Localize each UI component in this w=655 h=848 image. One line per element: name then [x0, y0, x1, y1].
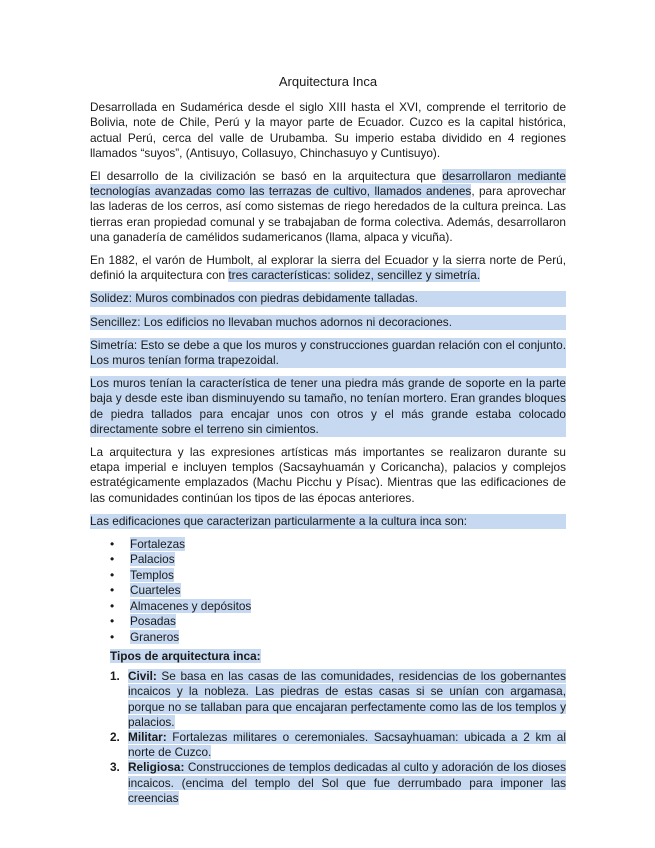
bullet-icon: • [110, 567, 115, 582]
paragraph-humboldt-text: En 1882, el varón de Humbolt, al explorar la sierra del Ecuador y la sierra norte de Perú, definió la arquitectura con [90, 253, 566, 283]
paragraph-intro: Desarrollada en Sudamérica desde el siglo XIII hasta el XVI, comprende el territorio de Bolivia, note de Chile, Perú y la mayor parte de Ecuador. Cuzco es la capital histórica, actual Perú, cerca del valle de Urubamba. Su imperio estaba dividido en 4 regiones llamados “suyos”, (Antisuyo, Collasuyo, Chinchasuyo y Cuntisuyo). [90, 100, 566, 160]
list-number: 2. [110, 729, 120, 744]
paragraph-simetria: Simetría: Esto se debe a que los muros y construcciones guardan relación con el conjunto. Los muros tenían forma trapezoidal. [90, 337, 566, 368]
bullet-icon: • [110, 583, 115, 598]
paragraph-muros: Los muros tenían la característica de tener una piedra más grande de soporte en la parte baja y desde este iban disminuyendo su tamaño, no tenían mortero. Eran grandes bloques de piedra tallados para encajar unos con otros y el más grande estaba colocado directamente sobre el terreno sin cimientos. [90, 376, 566, 436]
paragraph-imperial: La arquitectura y las expresiones artísticas más importantes se realizaron durante su etapa imperial e incluyen templos (Sacsayhuamán y Coricancha), palacios y complejos estratégicamente emplazados (Machu Picchu y Písac). Mientras que las edificaciones de las comunidades continúan los tipos de las épocas anteriores. [90, 445, 566, 505]
bullet-icon: • [110, 537, 115, 552]
types-heading: Tipos de arquitectura inca: [110, 648, 261, 663]
list-item: • Palacios [110, 552, 175, 567]
highlight-characteristics: tres características: solidez, sencillez y simetría. [228, 268, 481, 283]
bullet-icon: • [110, 552, 115, 567]
bullet-icon: • [110, 629, 115, 644]
list-item-militar: 2. Militar: Fortalezas militares o ceremoniales. Sacsayhuaman: ubicada a 2 km al norte de Cuzco. [110, 729, 566, 760]
paragraph-humboldt [90, 253, 566, 283]
paragraph-civilization [90, 169, 566, 245]
document-title: Arquitectura Inca [278, 74, 378, 89]
list-item-religiosa: 3. Religiosa: Construcciones de templos dedicadas al culto y adoración de los dioses incaicos. (encima del templo del Sol que fue derrumbado para imponer las creencias [110, 760, 566, 805]
types-list [90, 669, 566, 806]
paragraph-civilization-text-b: , para aprovechar las laderas de los cerros, así como sistemas de riego heredados de la cultura preinca. Las tierras eran propiedad comunal y se trabajaban de forma colectiva. Además, desarrollaron una ganadería de camélidos sudamericanos (llama, alpaca y vicuña). [90, 184, 566, 244]
paragraph-solidez: Solidez: Muros combinados con piedras debidamente talladas. [90, 291, 566, 306]
term-militar: Militar: [128, 729, 167, 744]
paragraph-sencillez: Sencillez: Los edificios no llevaban muchos adornos ni decoraciones. [90, 315, 566, 330]
list-item: • Graneros [110, 629, 180, 644]
term-religiosa: Religiosa: [128, 760, 185, 775]
bullet-icon: • [110, 598, 115, 613]
highlight-andenes: desarrollaron mediante tecnologías avanzadas como las terrazas de cultivo, llamados andenes [90, 169, 566, 199]
paragraph-edificaciones: Las edificaciones que caracterizan particularmente a la cultura inca son: [90, 514, 566, 529]
document-body [90, 74, 566, 806]
building-list [90, 537, 566, 645]
paragraph-civilization-text-a: El desarrollo de la civilización se basó en la arquitectura que [90, 169, 443, 184]
list-item-civil: 1. Civil: Se basa en las casas de las comunidades, residencias de los gobernantes incaicos y la nobleza. Las piedras de estas casas si se unían con argamasa, porque no se tallaban para que encajaran perfectamente como las de los templos y palacios. [110, 669, 566, 729]
term-civil: Civil: [128, 669, 157, 684]
list-item: • Fortalezas [110, 537, 186, 552]
bullet-icon: • [110, 614, 115, 629]
list-item: • Posadas [110, 614, 176, 629]
list-item: • Templos [110, 567, 174, 582]
list-number: 1. [110, 669, 120, 684]
list-item: • Almacenes y depósitos [110, 598, 252, 613]
list-number: 3. [110, 760, 120, 775]
list-item: • Cuarteles [110, 583, 181, 598]
